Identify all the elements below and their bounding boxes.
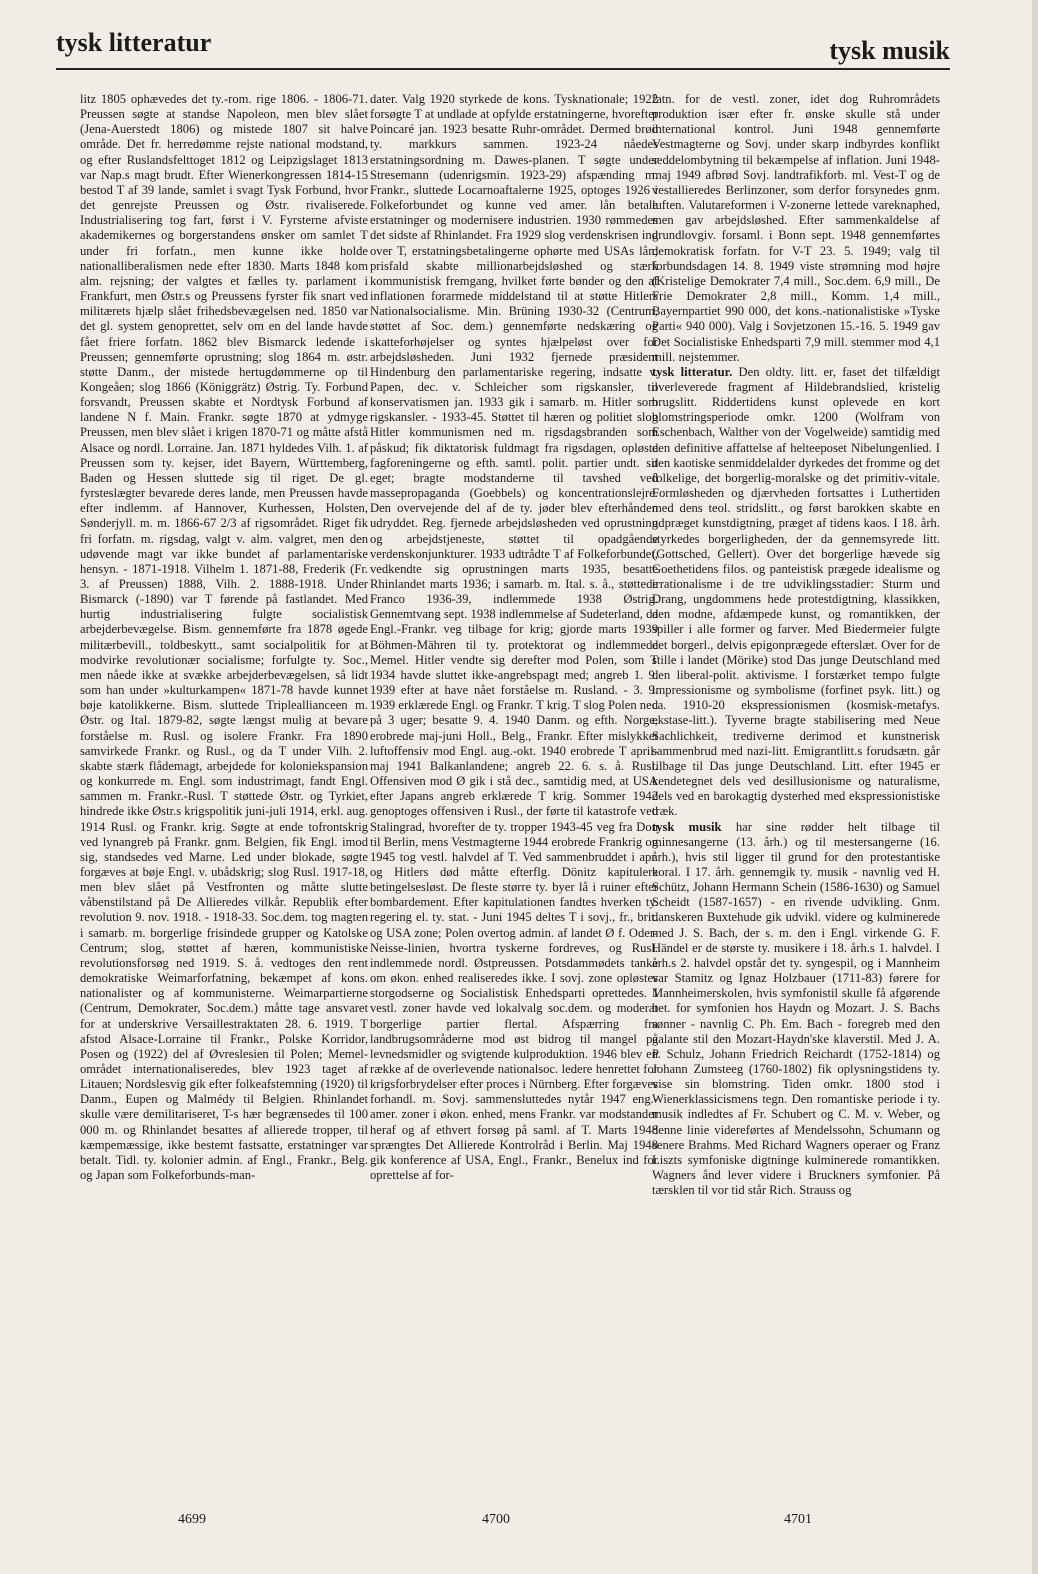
page-number-3: 4701: [784, 1512, 812, 1527]
page-edge: [1032, 0, 1038, 1574]
header-rule: [56, 68, 950, 70]
entry-headword-musik: tysk musik: [652, 819, 722, 834]
entry-headword-litteratur: tysk litteratur.: [652, 364, 733, 379]
header-right-title: tysk musik: [829, 36, 950, 65]
entry-tysk-musik: [652, 820, 940, 1199]
column-2-text: dater. Valg 1920 styrkede de kons. Tysknationale; 1922 forsøgte T at undlade at opfylde erstatningerne, hvorefter Poincaré jan. 1923 besatte Ruhr-området. Dermed brød ty. markkurs sammen. 1923-24 nåedes erstatningsordning m. Dawes-planen. T søgte under Stresemann (udenrigsmin. 1923-29) afspænding m. Frankr., sluttede Locarnoaftalerne 1925, optoges 1926 i Folkeforbundet og kunne ved amer. lån betale erstatninger og modernisere industrien. 1930 rømmedes det sidste af Rhinlandet. Fra 1929 slog verdenskrisen ind over T, erstatningsbetalingerne ophørte med USAs lån; prisfald skabte millionarbejdsløshed og stærk kommunistisk fremgang, hvilket førte bønder og den af inflationen forarmede middelstand til at støtte Hitlers Nationalsocialisme. Min. Brüning 1930-32 (Centrum, støttet af Soc. dem.) gennemførte nedskæring og skatteforhøjelser og syntes hjælpeløst over for arbejdsløsheden. Juni 1932 fjernede præsident Hindenburg den parlamentariske regering, indsatte v. Papen, dec. v. Schleicher som rigskansler, til konservatismen jan. 1933 gik i samarb. m. Hitler som rigskansler. - 1933-45. Støttet til hæren og politiet slog Hitler kommunismen ned m. rigsdagsbranden som påskud; fik diktatorisk fuldmagt fra rigsdagen, opløste fagforeningerne og efth. samtl. polit. partier undt. sit eget; bragte modstanderne til tavshed ved massepropaganda (Goebbels) og koncentrationslejre. Den overvejende del af de ty. jøder blev efterhånden udryddet. Reg. fjernede arbejdsløsheden ved oprustning og arbejdstjeneste, støttet til opadgående verdenskonjunkturer. 1933 udtrådte T af Folkeforbundet, vedkendte sig oprustningen marts 1935, besatte Rhinlandet marts 1936; i samarb. m. Ital. s. å., støttede Franco 1936-39, indlemmede 1938 Østrig. Gennemtvang sept. 1938 indlemmelse af Sudeterland, da Engl.-Frankr. veg tilbage for krig; gjorde marts 1939 Böhmen-Mähren til ty. protektorat og indlemmede Memel. Hitler vendte sig derefter mod Polen, som T 1934 havde sluttet ikke-angrebspagt med; angreb 1. 9. 1939 efter at have nået forståelse m. Rusland. - 3. 9. 1939 erklærede Engl. og Frankr. T krig. T slog Polen ned på 3 uger; besatte 9. 4. 1940 Danm. og efth. Norge, erobrede maj-juni Holl., Belg., Frankr. Efter mislykket luftoffensiv mod Engl. aug.-okt. 1940 erobrede T april-maj 1941 Balkanlandene; angreb 22. 6. s. å. Rusl. Offensiven mod Ø gik i stå dec., samtidig med, at USA efter Japans angreb erklærede T krig. Sommer 1942 genoptoges offensiven i Rusl., der førte til katastrofe ved Stalingrad, hvorefter de ty. tropper 1943-45 veg fra Don til Berlin, mens Vestmagterne 1944 erobrede Frankrig og 1945 tog vestl. halvdel af T. Ved sammenbruddet i apr. og Hitlers død måtte efterflg. Dönitz kapitulere betingelsesløst. De fleste større ty. byer lå i ruiner efter bombardement. Efter kapitulationen fandtes hverken ty. regering el. ty. stat. - Juni 1945 deltes T i sovj., fr., brit. og USA zone; Polen overtog admin. af landet Ø f. Oder-Neisse-linien, hvortra tyskerne fordreves, og Rusl. indlemmede nordl. Østpreussen. Potsdammødets tanke om økon. enhed realiseredes ikke. I sovj. zone opløstes storgodserne og Socialistisk Enhedsparti oprettedes. I vestl. zoner havde ved lokalvalg soc.dem. og moderat borgerlige partier flertal. Afspærring fra landbrugsområderne mod øst bidrog til mangel på levnedsmidler og svigtende kulproduktion. 1946 blev en række af de overlevende nationalsoc. ledere henrettet for krigsforbrydelser efter proces i Nürnberg. Efter forgæves forhandl. m. Sovj. sammensluttedes nytår 1947 eng.-amer. zoner i økon. enhed, mens Frankr. var modstander heraf og af ethvert forsøg på saml. af T. Marts 1948 sprængtes Det Allierede Kontrolråd i Berlin. Maj 1948 gik konference af USA, Engl., Frankr., Benelux ind for oprettelse af for-: [370, 92, 658, 1183]
header-left-title: tysk litteratur: [56, 28, 212, 57]
text-column-3: [652, 92, 940, 1522]
column-1-text: litz 1805 ophævedes det ty.-rom. rige 1806. - 1806-71. Preussen søgte at standse Napoleon, men blev slået (Jena-Auerstedt 1806) og mistede 1807 sit halve område. Det fr. herredømme rejste national modstand, og efter Ruslandsfelttoget 1812 og Leipzigslaget 1813 var Nap.s magt brudt. Efter Wienerkongressen 1814-15 bestod T af 39 lande, samlet i svagt Tysk Forbund, hvor det genrejste Preussen og Østr. rivaliserede. Industrialisering tog fart, først i V. Fyrsterne afviste akademikernes og borgerstandens ønsker om samlet T under fri forfatn., men kunne ikke holde nationalliberalismen nede efter 1830. Marts 1848 kom alm. rejsning; der valgtes et fælles ty. parlament i Frankfurt, men Østr.s og Preussens fyrster fik snart ved militærets hjælp slået frihedsbevægelsen ned. 1850 var det gl. system genoprettet, selv om en del lande havde fået friere forfatn. 1862 blev Bismarck ledende i Preussen; gennemførte oprustning; slog 1864 m. østr. støtte Danm., der mistede hertugdømmerne op til Kongeåen; slog 1866 (Königgrätz) Østrig. Ty. Forbund forsvandt, Preussen skabte et Nordtysk Forbund af landene N f. Main. Frankr. søgte 1870 at ydmyge Preussen, men blev slået i krigen 1870-71 og måtte afstå Alsace og nordl. Lorraine. Jan. 1871 hyldedes Vilh. 1. af Preussen som ty. kejser, idet Bayern, Württemberg, Baden og Hessen sluttede sig til riget. De gl. fyrsteslægter bevarede deres lande, men Preussen havde efter indlemm. af Hannover, Kurhessen, Holsten, Sønderjyll. m. m. 1866-67 2/3 af rigsområdet. Riget fik fri forfatn. m. rigsdag, valgt v. alm. valgret, men den udøvende magt var ikke bundet af parlamentariske hensyn. - 1871-1918. Vilhelm 1. 1871-88, Frederik (Fr. 3. af Preussen) 1888, Vilh. 2. 1888-1918. Under Bismarck (-1890) var T førende på fastlandet. Med hurtig industrialisering fulgte socialistisk arbejderbevægelse. Bism. gennemførte fra 1878 øgede militærbevill., toldbeskytt., samt socialpolitik for at modvirke revolutionær socialisme; forfulgte ty. Soc., men nåede ikke at svække arbejderbevægelsen, så lidt som han under »kulturkampen« 1871-78 havde kunnet bøje katolikkerne. Bism. sluttede Tripleallianceen m. Østr. og Ital. 1879-82, søgte længst mulig at bevare forståelse m. Rusl. og isolere Frankr. Fra 1890 samvirkede Frankr. og Rusl., og da T under Vilh. 2. skabte stærk flådemagt, arbejdede for koloniekspansion og konkurrede m. Engl. som industrimagt, fandt Engl. sammen m. Frankr.-Rusl. T støttede Østr. og Tyrkiet, hindrede ikke Østr.s krigspolitik juni-juli 1914, erkl. aug. 1914 Rusl. og Frankr. krig. Søgte at ende tofrontskrig ved lynangreb på Frankr. gnm. Belgien, fik Engl. imod sig, standsedes ved Marne. Led under blokade, søgte forgæves at bøje Engl. v. ubådskrig; slog Rusl. 1917-18, men blev slået på Vestfronten og måtte slutte våbenstilstand på De Allieredes vilkår. Republik efter revolution 9. nov. 1918. - 1918-33. Soc.dem. tog magten i samarb. m. borgerlige frisindede grupper og Katolske Centrum; slog, støttet af hæren, kommunistiske revolutionsforsøg ned 1919. S. å. vedtoges den rent demokratiske Weimarforfatning, bekæmpet af kons. nationalister og af kommunisterne. Weimarpartierne (Centrum, Demokrater, Soc.dem.) måtte tage ansvaret for at underskrive Versaillestraktaten 28. 6. 1919. T afstod Alsace-Lorraine til Frankr., Polske Korridor, Posen og (1922) del af Øvreslesien til Polen; Memel-området internationaliseredes, blev 1923 taget af Litauen; Nordslesvig gik efter folkeafstemning (1920) til Danm., Eupen og Malmédy til Belgien. Rhinlandet skulle være demilitariseret, T-s hær begrænsedes til 100 000 m. og Rhinlandet besattes af allierede tropper, til kæmpemæssige, ikke bestemt fastsatte, erstatninger var betalt. Tidl. ty. kolonier admin. af Engl., Frankr., Belg. og Japan som Folkeforbunds-man-: [80, 92, 368, 1183]
entry-body-litteratur: Den oldty. litt. er, faset det tilfældigt overleverede fragment af Hildebrandslied, kristelig brugslitt. Riddertidens kunst oplevede en kort blomstringsperiode omkr. 1200 (Wolfram von Eschenbach, Walther von der Vogelweide) samtidig med den definitive affattelse af helteeposet Nibelungenlied. I den kaotiske senmiddelalder dyrkedes det fromme og det folkelige, det borgerlig-moralske og det primitiv-vitale. Formløsheden og djærvheden fortsattes i Luthertiden med dens teol. stridslitt., og først barokken skabte en udpræget kunstdigtning, præget af tidens kaos. I 18. årh. styrkedes borgerligheden, der da gennemsyrede litt. (Gottsched, Gellert). Over det borgerlige hævede sig Goethetidens filos. og panteistisk prægede idealisme og irrationalisme i de tre udviklingsstadier: Sturm und Drang, ungdommens hede protestdigtning, klassikken, den modne, afdæmpede kunst, og romantikken, der spiller i alle former og farver. Med Biedermeier fulgte det borgerl., delvis epigonprægede efterslæt. Over for de stille i landet (Mörike) stod Das junge Deutschland med den liberal-polit. aktivisme. I forstærket tempo fulgte impressionisme og symbolisme (forfinet psyk. litt.) og ca. 1910-20 ekspressionismen (kosmisk-metafys. ekstase-litt.). Tyverne bragte stabilisering med Neue Sachlichkeit, trediverne derimod et kunstnerisk sammenbrud med nazi-litt. Emigrantlitt.s forudsætn. går tilbage til Das junge Deutschland. Litt. efter 1945 er kendetegnet dels ved desillusionisme og naturalisme, dels ved en barokagtig dysterhed med ekspressionistiske træk.: [652, 364, 940, 819]
page-number-1: 4699: [178, 1512, 206, 1527]
column-3-intro: fatn. for de vestl. zoner, idet dog Ruhrområdets produktion især efter fr. ønske skulle stå under international kontrol. Juni 1948 gennemførte Vestmagterne og Sovj. under skarp indbyrdes konflikt seddelombytning til bekæmpelse af inflation. Juni 1948-maj 1949 afbrød Sovj. landtrafikforb. ml. Vest-T og de vestallieredes Berlinzoner, som derfor forsynedes gnm. luften. Valutareformen i V-zonerne lettede vareknaphed, men gav arbejdsløshed. Efter sammenkaldelse af grundlovgiv. forsaml. i Bonn sept. 1948 gennemførtes demokratisk forfatn. for V-T 23. 5. 1949; valg til forbundsdagen 14. 8. 1949 viste strømning mod højre (Kristelige Demokrater 7,4 mill., Soc.dem. 6,9 mill., De Frie Demokrater 2,8 mill., Komm. 1,4 mill., Bayernpartiet 990 000, det kons.-nationalistiske »Tyske Parti« 940 000). Valg i Sovjetzonen 15.-16. 5. 1949 gav Det Socialistiske Enhedsparti 7,9 mill. stemmer mod 4,1 mill. nejstemmer.: [652, 92, 940, 364]
text-column-1: [80, 92, 368, 1522]
entry-body-musik: har sine rødder helt tilbage til minnesangerne (13. årh.) og til mestersangerne (16. årh.), hvis stil ligger til grund for den protestantiske koral. I 17. årh. gennemgik ty. musik - navnlig ved H. Schütz, Johann Hermann Schein (1586-1630) og Samuel Scheidt (1587-1657) - en rivende udvikling. Gnm. danskeren Buxtehude gik udvikl. videre og kulminerede med J. S. Bach, der s. m. den i Engl. virkende G. F. Händel er de største ty. musikere i 18. årh.s 1. halvdel. I årh.s 2. halvdel opstår det ty. syngespil, og i Mannheim var Stamitz og Ignaz Holzbauer (1711-83) førere for Mannheimerskolen, hvis symfonistil skulle få afgørende bet. for symfonien hos Haydn og Mozart. J. S. Bachs sønner - navnlig C. Ph. Em. Bach - foregreb med den galante stil den Mozart-Haydn'ske klaverstil. Med J. A. P. Schulz, Johann Friedrich Reichardt (1752-1814) og Johann Zumsteeg (1760-1802) fik oplysningstidens ty. vise sin blomstring. Tiden omkr. 1800 stod i Wienerklassicismens tegn. Den romantiske periode i ty. musik indledtes af Fr. Schubert og C. M. v. Weber, og denne linie videreførtes af Mendelssohn, Schumann og senere Brahms. Med Richard Wagners operaer og Franz Liszts symfoniske digtninge kulminerede romantikken. Wagners ånd lever videre i Bruckners symfonier. På tærsklen til vor tid står Rich. Strauss og: [652, 819, 940, 1198]
page-number-2: 4700: [482, 1512, 510, 1527]
text-column-2: [370, 92, 658, 1522]
entry-tysk-litteratur: [652, 365, 940, 820]
